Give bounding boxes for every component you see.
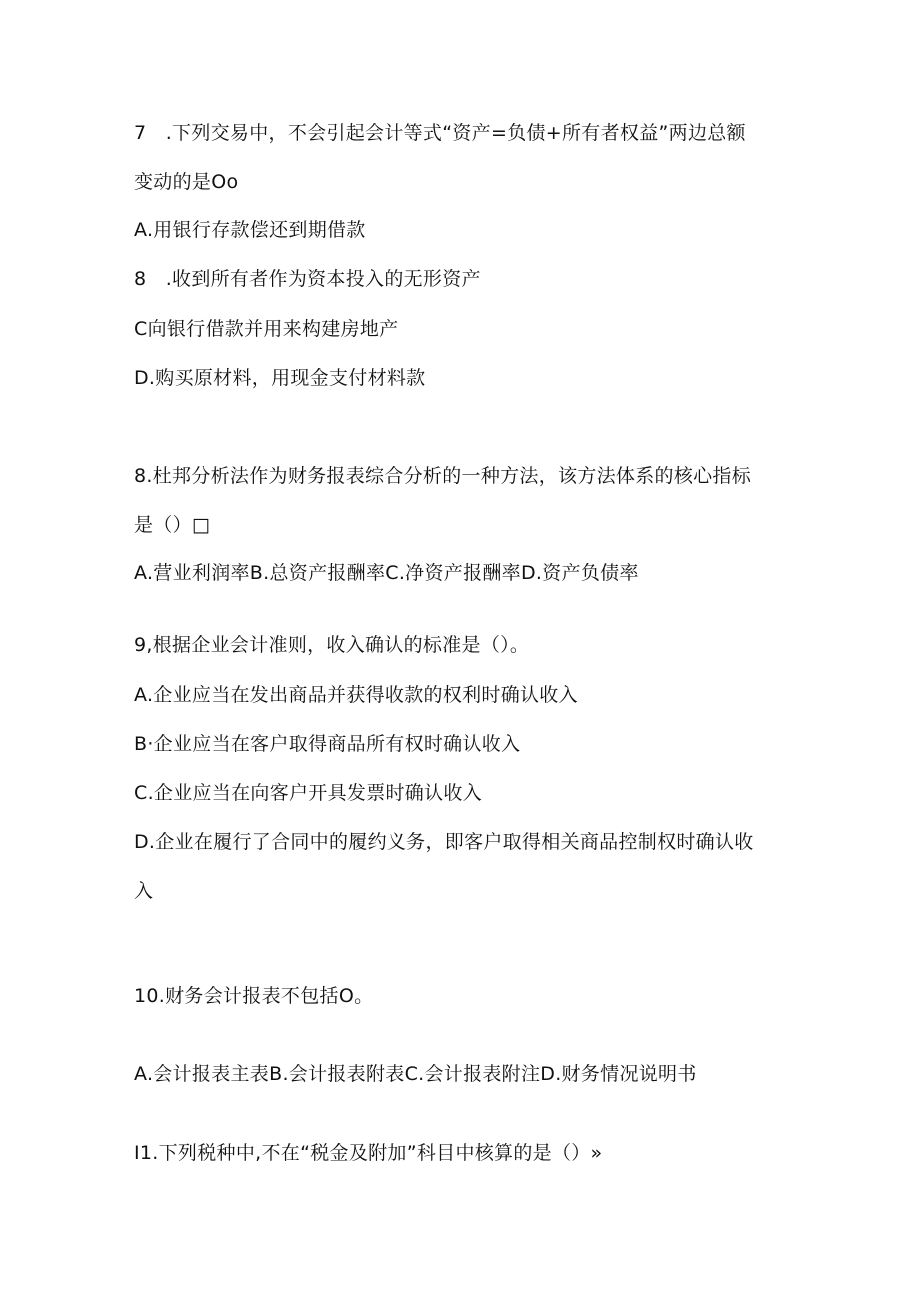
question-9-option-b: B·企业应当在客户取得商品所有权时确认收入 [134, 733, 521, 755]
question-7-stem-line-2: 变动的是Oo [134, 171, 239, 193]
question-9-option-a: A.企业应当在发出商品并获得收款的权利时确认收入 [134, 684, 578, 706]
question-9-stem: 9,根据企业会计准则，收入确认的标准是（）。 [134, 634, 530, 656]
question-8-stem-line-2: 是（）□ [134, 514, 211, 536]
question-9-option-c: C.企业应当在向客户开具发票时确认收入 [134, 782, 483, 804]
question-7-stem-line-1: 7 .下列交易中，不会引起会计等式“资产=负债+所有者权益”两边总额 [134, 122, 746, 144]
question-11-stem: I1.下列税种中,不在“税金及附加”科目中核算的是（）» [134, 1142, 603, 1164]
question-9-option-d-line-1: D.企业在履行了合同中的履约义务，即客户取得相关商品控制权时确认收 [134, 831, 754, 853]
question-7-option-b: 8 .收到所有者作为资本投入的无形资产 [134, 268, 481, 290]
question-7-option-d: D.购买原材料，用现金支付材料款 [134, 367, 426, 389]
question-8-options: A.营业利润率B.总资产报酬率C.净资产报酬率D.资产负债率 [134, 562, 639, 584]
question-7-option-a: A.用银行存款偿还到期借款 [134, 219, 366, 241]
question-10-stem: 10.财务会计报表不包括O。 [134, 985, 374, 1007]
question-10-options: A.会计报表主表B.会计报表附表C.会计报表附注D.财务情况说明书 [134, 1063, 697, 1085]
question-7-option-c: C向银行借款并用来构建房地产 [134, 318, 399, 340]
question-9-option-d-line-2: 入 [134, 880, 154, 902]
question-8-stem-line-1: 8.杜邦分析法作为财务报表综合分析的一种方法，该方法体系的核心指标 [134, 465, 752, 487]
